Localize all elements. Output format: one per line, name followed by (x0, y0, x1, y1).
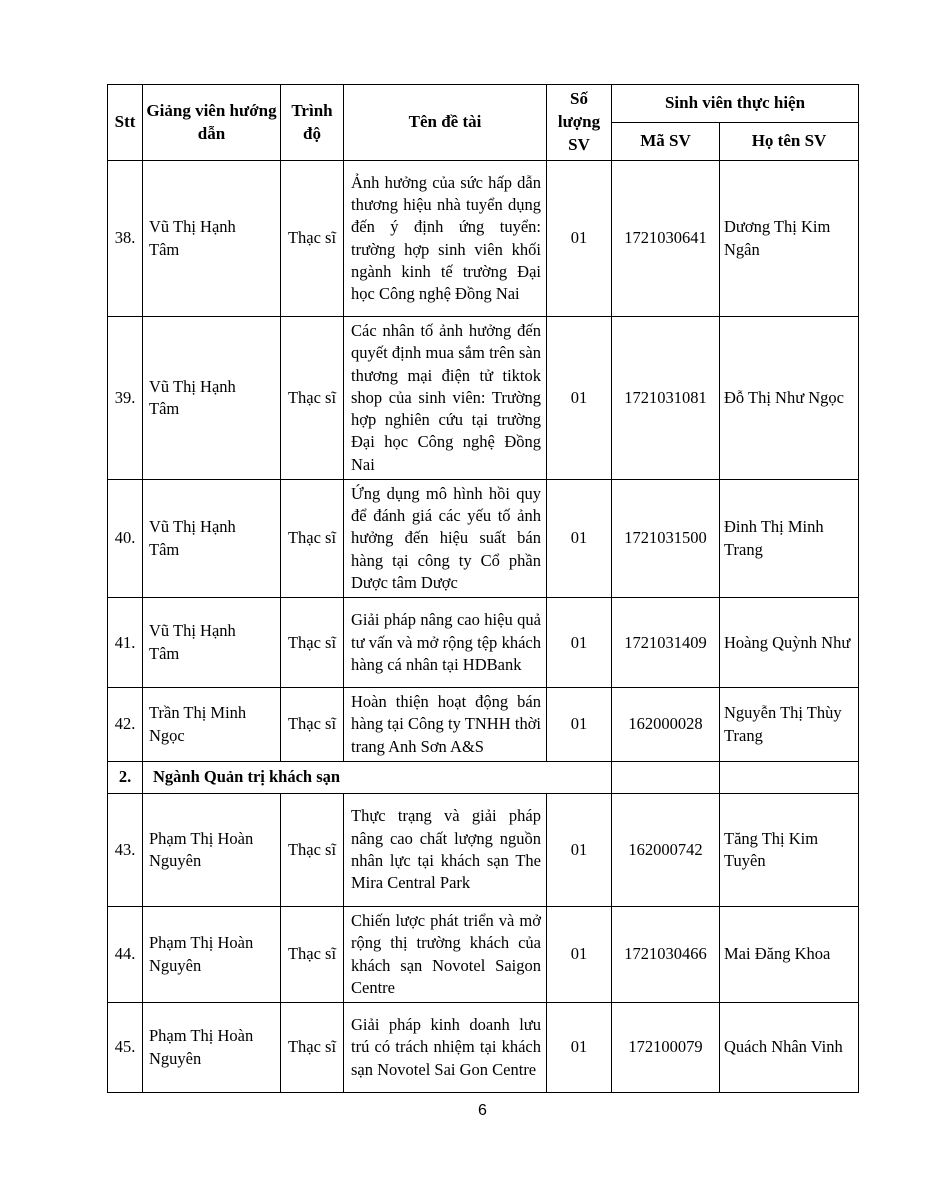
row-count: 01 (547, 479, 612, 597)
col-header-student-id: Mã SV (612, 123, 720, 161)
row-advisor: Phạm Thị Hoàn Nguyên (143, 793, 281, 906)
col-header-count: Số lượng SV (547, 85, 612, 161)
row-advisor: Phạm Thị Hoàn Nguyên (143, 1003, 281, 1093)
col-header-advisor: Giảng viên hướng dẫn (143, 85, 281, 161)
row-student-name: Đinh Thị Minh Trang (720, 479, 859, 597)
row-stt: 45. (108, 1003, 143, 1093)
row-degree: Thạc sĩ (281, 1003, 344, 1093)
section-row-hotel-management (108, 761, 859, 793)
row-topic: Giải pháp nâng cao hiệu quả tư vấn và mở rộng tệp khách hàng cá nhân tại HDBank (344, 598, 547, 688)
row-count: 01 (547, 598, 612, 688)
row-topic: Các nhân tố ảnh hưởng đến quyết định mua sắm trên sàn thương mại điện tử tiktok shop của sinh viên: Trường hợp nghiên cứu tại trường Đại học Công nghệ Đồng Nai (344, 317, 547, 480)
row-student-id: 1721031409 (612, 598, 720, 688)
row-count: 01 (547, 793, 612, 906)
row-count: 01 (547, 906, 612, 1002)
table-row (108, 317, 859, 480)
row-count: 01 (547, 688, 612, 762)
row-topic: Ứng dụng mô hình hồi quy để đánh giá các yếu tố ảnh hưởng đến hiệu suất bán hàng tại công ty Cổ phần Dược tâm Dược (344, 479, 547, 597)
row-stt: 38. (108, 161, 143, 317)
row-stt: 43. (108, 793, 143, 906)
section-label: Ngành Quản trị khách sạn (143, 761, 612, 793)
row-advisor: Phạm Thị Hoàn Nguyên (143, 906, 281, 1002)
row-student-id: 1721030466 (612, 906, 720, 1002)
row-topic: Hoàn thiện hoạt động bán hàng tại Công ty TNHH thời trang Anh Sơn A&S (344, 688, 547, 762)
row-student-name: Dương Thị Kim Ngân (720, 161, 859, 317)
row-student-name: Hoàng Quỳnh Như (720, 598, 859, 688)
row-advisor: Vũ Thị Hạnh Tâm (143, 598, 281, 688)
row-degree: Thạc sĩ (281, 598, 344, 688)
row-degree: Thạc sĩ (281, 793, 344, 906)
row-advisor: Trần Thị Minh Ngọc (143, 688, 281, 762)
row-student-id: 1721031081 (612, 317, 720, 480)
row-student-name: Đỗ Thị Như Ngọc (720, 317, 859, 480)
row-advisor: Vũ Thị Hạnh Tâm (143, 479, 281, 597)
table-row (108, 1003, 859, 1093)
row-student-id: 162000742 (612, 793, 720, 906)
thesis-assignment-table (107, 84, 859, 1093)
row-degree: Thạc sĩ (281, 479, 344, 597)
row-student-name: Tăng Thị Kim Tuyên (720, 793, 859, 906)
table-row (108, 906, 859, 1002)
table-row (108, 598, 859, 688)
row-degree: Thạc sĩ (281, 317, 344, 480)
row-student-id: 162000028 (612, 688, 720, 762)
section-number: 2. (108, 761, 143, 793)
row-advisor: Vũ Thị Hạnh Tâm (143, 161, 281, 317)
row-stt: 40. (108, 479, 143, 597)
row-student-id: 172100079 (612, 1003, 720, 1093)
col-header-degree: Trình độ (281, 85, 344, 161)
row-topic: Ảnh hưởng của sức hấp dẫn thương hiệu nhà tuyển dụng đến ý định ứng tuyển: trường hợp sinh viên khối ngành kinh tế trường Đại học Công nghệ Đồng Nai (344, 161, 547, 317)
row-count: 01 (547, 1003, 612, 1093)
row-stt: 44. (108, 906, 143, 1002)
row-degree: Thạc sĩ (281, 161, 344, 317)
page-number: 6 (478, 1102, 487, 1119)
row-advisor: Vũ Thị Hạnh Tâm (143, 317, 281, 480)
row-student-id: 1721030641 (612, 161, 720, 317)
row-stt: 42. (108, 688, 143, 762)
table-row (108, 793, 859, 906)
section-empty-cell (720, 761, 859, 793)
col-header-student-name: Họ tên SV (720, 123, 859, 161)
col-header-students-group: Sinh viên thực hiện (612, 85, 859, 123)
row-stt: 39. (108, 317, 143, 480)
row-topic: Chiến lược phát triển và mở rộng thị trường khách của khách sạn Novotel Saigon Centre (344, 906, 547, 1002)
row-topic: Giải pháp kinh doanh lưu trú có trách nhiệm tại khách sạn Novotel Sai Gon Centre (344, 1003, 547, 1093)
row-degree: Thạc sĩ (281, 688, 344, 762)
row-degree: Thạc sĩ (281, 906, 344, 1002)
row-student-name: Quách Nhân Vinh (720, 1003, 859, 1093)
table-row (108, 688, 859, 762)
row-stt: 41. (108, 598, 143, 688)
row-student-name: Nguyễn Thị Thùy Trang (720, 688, 859, 762)
row-student-name: Mai Đăng Khoa (720, 906, 859, 1002)
row-count: 01 (547, 161, 612, 317)
row-student-id: 1721031500 (612, 479, 720, 597)
table-row (108, 479, 859, 597)
section-empty-cell (612, 761, 720, 793)
table-row (108, 161, 859, 317)
col-header-stt: Stt (108, 85, 143, 161)
row-topic: Thực trạng và giải pháp nâng cao chất lượng nguồn nhân lực tại khách sạn The Mira Central Park (344, 793, 547, 906)
row-count: 01 (547, 317, 612, 480)
col-header-topic: Tên đề tài (344, 85, 547, 161)
